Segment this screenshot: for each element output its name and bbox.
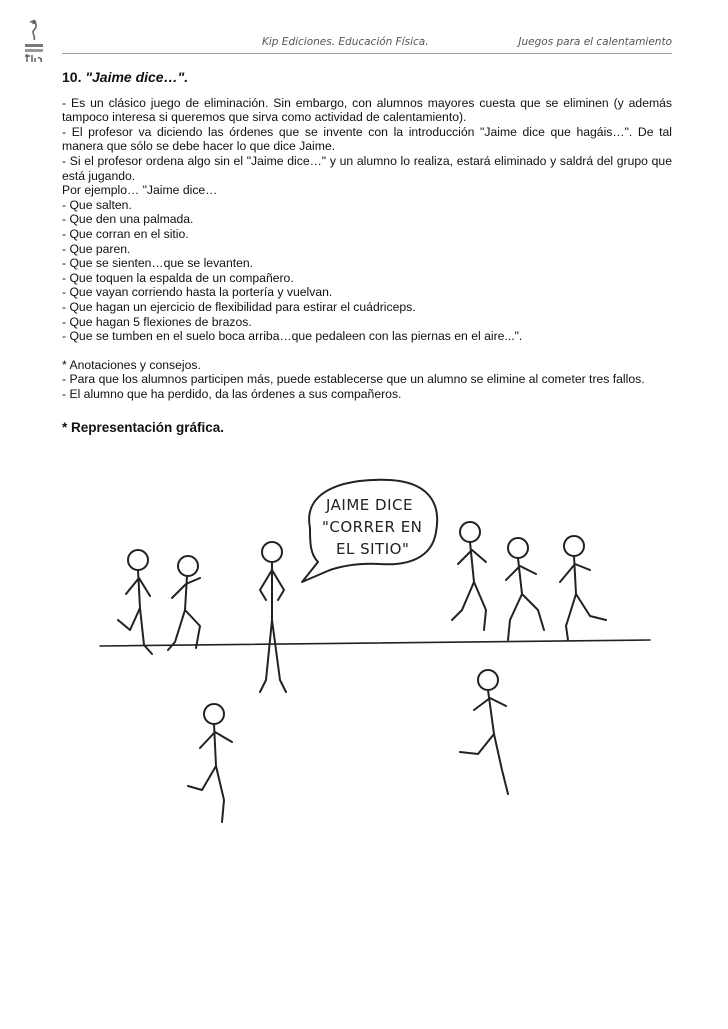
page-content — [62, 70, 672, 436]
body-line: - Que salten. — [62, 197, 132, 212]
speech-line-1: JAIME DICE — [326, 496, 413, 514]
body-line: Por ejemplo… "Jaime dice… — [62, 183, 218, 198]
body-line: - Que vayan corriendo hasta la portería y vuelvan. — [62, 285, 333, 300]
title-number: 10. — [62, 69, 82, 85]
header-right-text: Juegos para el calentamiento — [518, 36, 672, 48]
running-students-illustration — [90, 470, 690, 830]
header-center-text: Kip Ediciones. Educación Física. — [262, 36, 429, 48]
title-name: "Jaime dice…". — [85, 69, 189, 85]
notes-heading: * Anotaciones y consejos. — [62, 357, 201, 372]
notes-line: - Para que los alumnos participen más, puede establecerse que un alumno se elimine al cometer tres fallos. — [62, 372, 645, 387]
body-line: - Es un clásico juego de eliminación. Sin embargo, con alumnos mayores cuesta que se eliminen (y además tampoco interesa si queremos que sirva como actividad de calentamiento). — [62, 95, 672, 125]
header-divider — [62, 53, 672, 54]
graphic-heading: * Representación gráfica. — [62, 420, 225, 436]
speech-line-3: EL SITIO" — [336, 540, 410, 558]
body-line: - Que hagan 5 flexiones de brazos. — [62, 314, 252, 329]
kine-logo — [22, 18, 46, 64]
notes-line: - El alumno que ha perdido, da las órdenes a sus compañeros. — [62, 386, 402, 401]
body-line: - Si el profesor ordena algo sin el "Jaime dice…" y un alumno lo realiza, estará eliminado y saldrá del grupo que está jugando. — [62, 153, 672, 183]
body-line: - Que se sienten…que se levanten. — [62, 256, 254, 271]
body-line: - Que hagan un ejercicio de flexibilidad para estirar el cuádriceps. — [62, 299, 416, 314]
body-line: - Que den una palmada. — [62, 212, 194, 227]
body-line: - Que se tumben en el suelo boca arriba…que pedaleen con las piernas en el aire...". — [62, 329, 523, 344]
page-title — [62, 70, 672, 85]
body-line: - Que toquen la espalda de un compañero. — [62, 270, 294, 285]
body-line: - Que corran en el sitio. — [62, 226, 189, 241]
body-line: - El profesor va diciendo las órdenes que se invente con la introducción "Jaime dice que hagáis…". De tal manera que sólo se debe hacer lo que dice Jaime. — [62, 124, 672, 154]
speech-line-2: "CORRER EN — [322, 518, 423, 536]
body-line: - Que paren. — [62, 241, 131, 256]
